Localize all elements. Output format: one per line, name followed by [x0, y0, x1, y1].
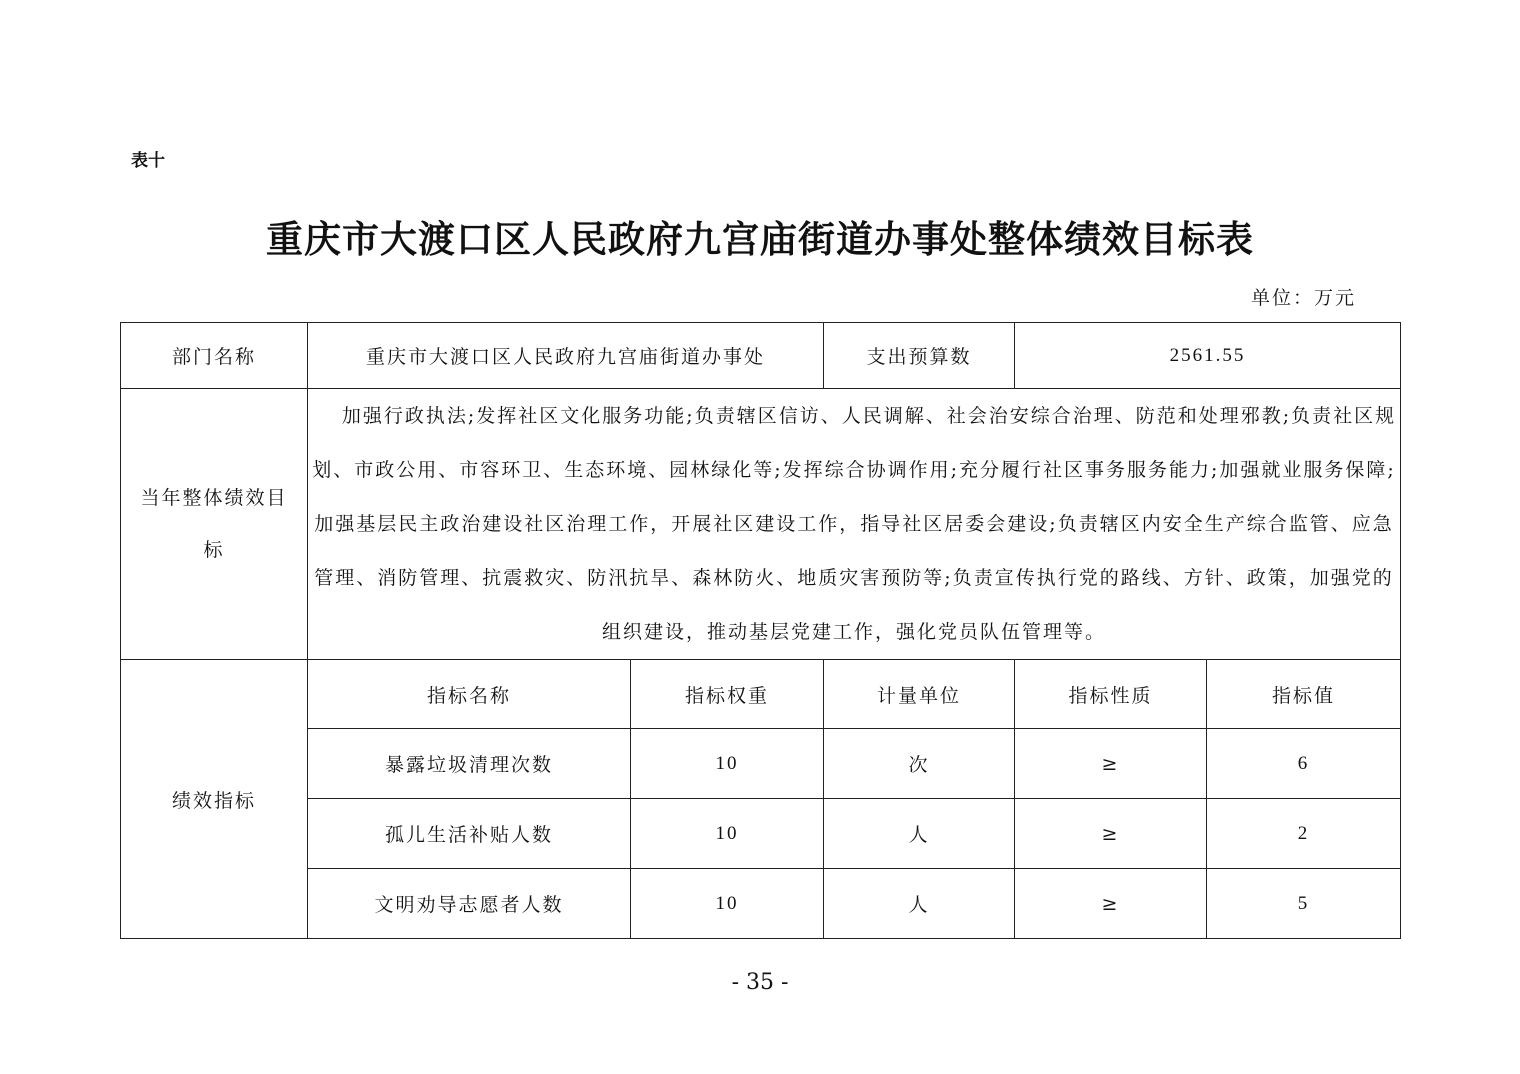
- column-header: 指标值: [1207, 660, 1401, 729]
- indicator-value: 2: [1207, 799, 1401, 869]
- indicator-weight: 10: [631, 869, 824, 939]
- goal-label: 当年整体绩效目标: [121, 389, 308, 660]
- performance-table: [120, 322, 1401, 939]
- page-title: 重庆市大渡口区人民政府九宫庙街道办事处整体绩效目标表: [266, 218, 1254, 261]
- indicator-unit: 人: [824, 799, 1015, 869]
- indicator-name: 孤儿生活补贴人数: [308, 799, 631, 869]
- budget-value: 2561.55: [1015, 323, 1401, 389]
- indicator-unit: 人: [824, 869, 1015, 939]
- column-header: 指标权重: [631, 660, 824, 729]
- unit-note: 单位：万元: [1250, 287, 1356, 309]
- goal-row: [121, 389, 1401, 660]
- indicator-value: 6: [1207, 729, 1401, 799]
- indicator-name: 文明劝导志愿者人数: [308, 869, 631, 939]
- column-header: 指标名称: [308, 660, 631, 729]
- indicators-label: 绩效指标: [121, 660, 308, 939]
- goal-text: 加强行政执法;发挥社区文化服务功能;负责辖区信访、人民调解、社会治安综合治理、防范和处理邪教;负责社区规划、市政公用、市容环卫、生态环境、园林绿化等;发挥综合协调作用;充分履行社区事务服务能力;加强就业服务保障;加强基层民主政治建设社区治理工作，开展社区建设工作，指导社区居委会建设;负责辖区内安全生产综合监管、应急管理、消防管理、抗震救灾、防汛抗旱、森林防火、地质灾害预防等;负责宣传执行党的路线、方针、政策，加强党的组织建设，推动基层党建工作，强化党员队伍管理等。: [308, 389, 1401, 660]
- dept-name-value: 重庆市大渡口区人民政府九宫庙街道办事处: [308, 323, 824, 389]
- indicator-unit: 次: [824, 729, 1015, 799]
- indicator-nature: ≥: [1015, 799, 1207, 869]
- table-row: [121, 799, 1401, 869]
- indicator-weight: 10: [631, 729, 824, 799]
- dept-row: [121, 323, 1401, 389]
- column-header: 计量单位: [824, 660, 1015, 729]
- indicator-value: 5: [1207, 869, 1401, 939]
- page-number: - 35 -: [731, 970, 789, 995]
- indicator-nature: ≥: [1015, 869, 1207, 939]
- table-label: 表十: [131, 151, 165, 171]
- column-header: 指标性质: [1015, 660, 1207, 729]
- table-row: [121, 869, 1401, 939]
- indicator-weight: 10: [631, 799, 824, 869]
- indicator-header-row: [121, 660, 1401, 729]
- indicator-nature: ≥: [1015, 729, 1207, 799]
- dept-name-label: 部门名称: [121, 323, 308, 389]
- budget-label: 支出预算数: [824, 323, 1015, 389]
- table-row: [121, 729, 1401, 799]
- indicator-name: 暴露垃圾清理次数: [308, 729, 631, 799]
